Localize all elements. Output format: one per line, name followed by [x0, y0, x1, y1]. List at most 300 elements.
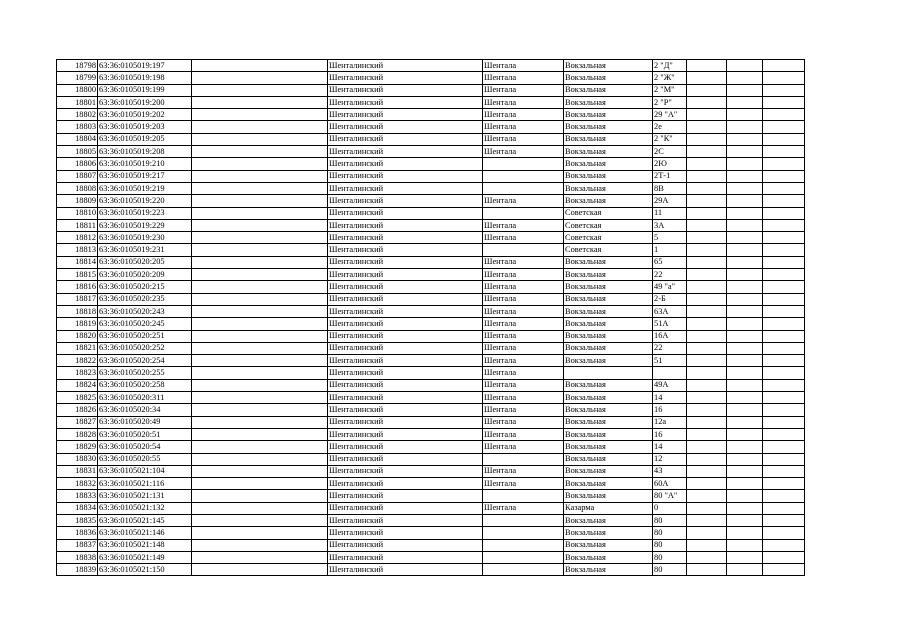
table-row — [57, 318, 805, 330]
house-number-cell: 11 — [653, 207, 687, 219]
district-cell: Шенталинский — [328, 232, 483, 244]
table-row — [57, 551, 805, 563]
street-cell: Вокзальная — [564, 60, 653, 72]
table-row — [57, 96, 805, 108]
row-number-cell: 18833 — [57, 490, 98, 502]
cadastral-number-cell: 63:36:0105020:235 — [98, 293, 192, 305]
house-number-cell: 16 — [653, 428, 687, 440]
street-cell: Вокзальная — [564, 490, 653, 502]
district-cell: Шенталинский — [328, 527, 483, 539]
extra-cell-1 — [687, 305, 727, 317]
district-cell: Шенталинский — [328, 256, 483, 268]
street-cell: Вокзальная — [564, 305, 653, 317]
extra-cell-3 — [763, 502, 805, 514]
cadastral-number-cell: 63:36:0105021:116 — [98, 478, 192, 490]
blank-cell — [192, 269, 328, 281]
extra-cell-3 — [763, 146, 805, 158]
street-cell: Вокзальная — [564, 514, 653, 526]
district-cell: Шенталинский — [328, 342, 483, 354]
extra-cell-1 — [687, 219, 727, 231]
table-row — [57, 367, 805, 379]
blank-cell — [192, 330, 328, 342]
extra-cell-1 — [687, 318, 727, 330]
street-cell: Вокзальная — [564, 158, 653, 170]
row-number-cell: 18829 — [57, 441, 98, 453]
extra-cell-3 — [763, 121, 805, 133]
extra-cell-1 — [687, 502, 727, 514]
row-number-cell: 18800 — [57, 84, 98, 96]
district-cell: Шенталинский — [328, 109, 483, 121]
house-number-cell: 1 — [653, 244, 687, 256]
blank-cell — [192, 539, 328, 551]
street-cell: Вокзальная — [564, 170, 653, 182]
blank-cell — [192, 182, 328, 194]
cadastral-number-cell: 63:36:0105020:215 — [98, 281, 192, 293]
extra-cell-1 — [687, 269, 727, 281]
extra-cell-3 — [763, 416, 805, 428]
street-cell: Вокзальная — [564, 121, 653, 133]
extra-cell-3 — [763, 514, 805, 526]
house-number-cell: 2 "К" — [653, 133, 687, 145]
blank-cell — [192, 404, 328, 416]
row-number-cell: 18818 — [57, 305, 98, 317]
locality-cell: Шентала — [483, 441, 564, 453]
blank-cell — [192, 416, 328, 428]
row-number-cell: 18839 — [57, 564, 98, 576]
extra-cell-2 — [727, 379, 763, 391]
district-cell: Шенталинский — [328, 269, 483, 281]
district-cell: Шенталинский — [328, 428, 483, 440]
row-number-cell: 18814 — [57, 256, 98, 268]
cadastral-number-cell: 63:36:0105020:49 — [98, 416, 192, 428]
house-number-cell: 60А — [653, 478, 687, 490]
house-number-cell: 29А — [653, 195, 687, 207]
extra-cell-2 — [727, 170, 763, 182]
cadastral-number-cell: 63:36:0105019:220 — [98, 195, 192, 207]
street-cell: Вокзальная — [564, 527, 653, 539]
district-cell: Шенталинский — [328, 293, 483, 305]
row-number-cell: 18808 — [57, 182, 98, 194]
extra-cell-1 — [687, 109, 727, 121]
blank-cell — [192, 195, 328, 207]
extra-cell-2 — [727, 502, 763, 514]
row-number-cell: 18801 — [57, 96, 98, 108]
row-number-cell: 18827 — [57, 416, 98, 428]
street-cell: Вокзальная — [564, 404, 653, 416]
house-number-cell: 80 — [653, 527, 687, 539]
district-cell: Шенталинский — [328, 195, 483, 207]
cadastral-number-cell: 63:36:0105021:146 — [98, 527, 192, 539]
district-cell: Шенталинский — [328, 133, 483, 145]
cadastral-number-cell: 63:36:0105020:209 — [98, 269, 192, 281]
district-cell: Шенталинский — [328, 207, 483, 219]
extra-cell-2 — [727, 121, 763, 133]
table-row — [57, 256, 805, 268]
extra-cell-3 — [763, 96, 805, 108]
extra-cell-1 — [687, 551, 727, 563]
blank-cell — [192, 207, 328, 219]
house-number-cell: 8В — [653, 182, 687, 194]
row-number-cell: 18811 — [57, 219, 98, 231]
extra-cell-3 — [763, 170, 805, 182]
row-number-cell: 18831 — [57, 465, 98, 477]
blank-cell — [192, 453, 328, 465]
extra-cell-1 — [687, 527, 727, 539]
blank-cell — [192, 514, 328, 526]
extra-cell-3 — [763, 133, 805, 145]
locality-cell: Шентала — [483, 219, 564, 231]
extra-cell-1 — [687, 416, 727, 428]
locality-cell: Шентала — [483, 465, 564, 477]
cadastral-number-cell: 63:36:0105019:202 — [98, 109, 192, 121]
extra-cell-2 — [727, 453, 763, 465]
house-number-cell: 14 — [653, 392, 687, 404]
extra-cell-1 — [687, 244, 727, 256]
extra-cell-3 — [763, 539, 805, 551]
extra-cell-2 — [727, 293, 763, 305]
extra-cell-2 — [727, 551, 763, 563]
table-row — [57, 478, 805, 490]
table-row — [57, 441, 805, 453]
district-cell: Шенталинский — [328, 355, 483, 367]
row-number-cell: 18823 — [57, 367, 98, 379]
street-cell: Вокзальная — [564, 84, 653, 96]
extra-cell-2 — [727, 182, 763, 194]
house-number-cell: 22 — [653, 342, 687, 354]
street-cell: Вокзальная — [564, 342, 653, 354]
cadastral-number-cell: 63:36:0105021:150 — [98, 564, 192, 576]
street-cell: Вокзальная — [564, 195, 653, 207]
cadastral-number-cell: 63:36:0105021:132 — [98, 502, 192, 514]
blank-cell — [192, 281, 328, 293]
locality-cell — [483, 170, 564, 182]
locality-cell — [483, 514, 564, 526]
district-cell: Шенталинский — [328, 539, 483, 551]
district-cell: Шенталинский — [328, 244, 483, 256]
extra-cell-3 — [763, 379, 805, 391]
cadastral-number-cell: 63:36:0105019:231 — [98, 244, 192, 256]
extra-cell-1 — [687, 392, 727, 404]
extra-cell-1 — [687, 490, 727, 502]
locality-cell: Шентала — [483, 256, 564, 268]
locality-cell: Шентала — [483, 109, 564, 121]
extra-cell-1 — [687, 281, 727, 293]
locality-cell: Шентала — [483, 392, 564, 404]
blank-cell — [192, 72, 328, 84]
locality-cell: Шентала — [483, 404, 564, 416]
table-row — [57, 564, 805, 576]
extra-cell-1 — [687, 207, 727, 219]
street-cell: Вокзальная — [564, 441, 653, 453]
house-number-cell: 80 — [653, 564, 687, 576]
extra-cell-1 — [687, 256, 727, 268]
blank-cell — [192, 318, 328, 330]
extra-cell-3 — [763, 269, 805, 281]
blank-cell — [192, 84, 328, 96]
cadastral-number-cell: 63:36:0105019:205 — [98, 133, 192, 145]
locality-cell: Шентала — [483, 293, 564, 305]
extra-cell-2 — [727, 428, 763, 440]
extra-cell-2 — [727, 330, 763, 342]
row-number-cell: 18815 — [57, 269, 98, 281]
locality-cell: Шентала — [483, 367, 564, 379]
blank-cell — [192, 60, 328, 72]
house-number-cell: 2е — [653, 121, 687, 133]
extra-cell-3 — [763, 318, 805, 330]
extra-cell-3 — [763, 392, 805, 404]
house-number-cell: 2 "Д" — [653, 60, 687, 72]
row-number-cell: 18825 — [57, 392, 98, 404]
blank-cell — [192, 564, 328, 576]
locality-cell — [483, 539, 564, 551]
blank-cell — [192, 158, 328, 170]
locality-cell: Шентала — [483, 195, 564, 207]
street-cell: Вокзальная — [564, 428, 653, 440]
row-number-cell: 18835 — [57, 514, 98, 526]
table-row — [57, 121, 805, 133]
street-cell: Вокзальная — [564, 478, 653, 490]
extra-cell-1 — [687, 170, 727, 182]
extra-cell-3 — [763, 465, 805, 477]
street-cell: Советская — [564, 219, 653, 231]
extra-cell-3 — [763, 330, 805, 342]
cadastral-number-cell: 63:36:0105019:223 — [98, 207, 192, 219]
cadastral-number-cell: 63:36:0105020:55 — [98, 453, 192, 465]
blank-cell — [192, 379, 328, 391]
extra-cell-3 — [763, 158, 805, 170]
district-cell: Шенталинский — [328, 502, 483, 514]
district-cell: Шенталинский — [328, 305, 483, 317]
extra-cell-2 — [727, 355, 763, 367]
house-number-cell: 3А — [653, 219, 687, 231]
district-cell: Шенталинский — [328, 564, 483, 576]
house-number-cell — [653, 367, 687, 379]
district-cell: Шенталинский — [328, 318, 483, 330]
street-cell: Вокзальная — [564, 182, 653, 194]
row-number-cell: 18798 — [57, 60, 98, 72]
extra-cell-2 — [727, 244, 763, 256]
extra-cell-2 — [727, 281, 763, 293]
locality-cell: Шентала — [483, 502, 564, 514]
district-cell: Шенталинский — [328, 121, 483, 133]
table-row — [57, 539, 805, 551]
row-number-cell: 18820 — [57, 330, 98, 342]
table-row — [57, 527, 805, 539]
extra-cell-1 — [687, 133, 727, 145]
locality-cell — [483, 551, 564, 563]
house-number-cell: 49 "а" — [653, 281, 687, 293]
extra-cell-1 — [687, 232, 727, 244]
district-cell: Шенталинский — [328, 219, 483, 231]
extra-cell-1 — [687, 478, 727, 490]
street-cell: Вокзальная — [564, 133, 653, 145]
blank-cell — [192, 465, 328, 477]
cadastral-number-cell: 63:36:0105019:230 — [98, 232, 192, 244]
locality-cell — [483, 244, 564, 256]
extra-cell-2 — [727, 158, 763, 170]
extra-cell-3 — [763, 564, 805, 576]
street-cell: Вокзальная — [564, 318, 653, 330]
street-cell: Вокзальная — [564, 392, 653, 404]
table-row — [57, 404, 805, 416]
house-number-cell: 14 — [653, 441, 687, 453]
table-row — [57, 392, 805, 404]
cadastral-number-cell: 63:36:0105019:197 — [98, 60, 192, 72]
district-cell: Шенталинский — [328, 453, 483, 465]
row-number-cell: 18816 — [57, 281, 98, 293]
cadastral-number-cell: 63:36:0105019:203 — [98, 121, 192, 133]
locality-cell — [483, 490, 564, 502]
extra-cell-1 — [687, 404, 727, 416]
extra-cell-2 — [727, 146, 763, 158]
district-cell: Шенталинский — [328, 158, 483, 170]
extra-cell-3 — [763, 404, 805, 416]
extra-cell-1 — [687, 367, 727, 379]
table-row — [57, 355, 805, 367]
extra-cell-2 — [727, 96, 763, 108]
cadastral-number-cell: 63:36:0105019:219 — [98, 182, 192, 194]
extra-cell-3 — [763, 428, 805, 440]
district-cell: Шенталинский — [328, 514, 483, 526]
row-number-cell: 18832 — [57, 478, 98, 490]
district-cell: Шенталинский — [328, 392, 483, 404]
table-row — [57, 379, 805, 391]
cadastral-number-cell: 63:36:0105019:208 — [98, 146, 192, 158]
table-row — [57, 502, 805, 514]
cadastral-number-cell: 63:36:0105019:210 — [98, 158, 192, 170]
extra-cell-2 — [727, 441, 763, 453]
cadastral-number-cell: 63:36:0105020:251 — [98, 330, 192, 342]
district-cell: Шенталинский — [328, 60, 483, 72]
row-number-cell: 18804 — [57, 133, 98, 145]
house-number-cell: 51А — [653, 318, 687, 330]
street-cell: Вокзальная — [564, 379, 653, 391]
blank-cell — [192, 490, 328, 502]
row-number-cell: 18830 — [57, 453, 98, 465]
blank-cell — [192, 342, 328, 354]
row-number-cell: 18806 — [57, 158, 98, 170]
row-number-cell: 18824 — [57, 379, 98, 391]
extra-cell-2 — [727, 60, 763, 72]
blank-cell — [192, 478, 328, 490]
street-cell: Советская — [564, 207, 653, 219]
locality-cell: Шентала — [483, 379, 564, 391]
extra-cell-1 — [687, 342, 727, 354]
extra-cell-2 — [727, 207, 763, 219]
house-number-cell: 2Ю — [653, 158, 687, 170]
row-number-cell: 18807 — [57, 170, 98, 182]
extra-cell-1 — [687, 539, 727, 551]
street-cell: Вокзальная — [564, 96, 653, 108]
table-row — [57, 158, 805, 170]
blank-cell — [192, 109, 328, 121]
table-row — [57, 428, 805, 440]
blank-cell — [192, 96, 328, 108]
house-number-cell: 0 — [653, 502, 687, 514]
locality-cell: Шентала — [483, 72, 564, 84]
row-number-cell: 18805 — [57, 146, 98, 158]
extra-cell-3 — [763, 232, 805, 244]
extra-cell-3 — [763, 72, 805, 84]
district-cell: Шенталинский — [328, 330, 483, 342]
locality-cell: Шентала — [483, 318, 564, 330]
street-cell: Вокзальная — [564, 330, 653, 342]
street-cell: Вокзальная — [564, 551, 653, 563]
house-number-cell: 2 "Р" — [653, 96, 687, 108]
district-cell: Шенталинский — [328, 146, 483, 158]
district-cell: Шенталинский — [328, 182, 483, 194]
house-number-cell: 16А — [653, 330, 687, 342]
table-row — [57, 182, 805, 194]
house-number-cell: 51 — [653, 355, 687, 367]
blank-cell — [192, 441, 328, 453]
table-row — [57, 170, 805, 182]
table-row — [57, 146, 805, 158]
house-number-cell: 12а — [653, 416, 687, 428]
district-cell: Шенталинский — [328, 72, 483, 84]
street-cell — [564, 367, 653, 379]
locality-cell — [483, 527, 564, 539]
cadastral-number-cell: 63:36:0105020:258 — [98, 379, 192, 391]
street-cell: Вокзальная — [564, 453, 653, 465]
table-row — [57, 60, 805, 72]
table-row — [57, 195, 805, 207]
extra-cell-2 — [727, 269, 763, 281]
house-number-cell: 12 — [653, 453, 687, 465]
extra-cell-2 — [727, 527, 763, 539]
street-cell: Вокзальная — [564, 416, 653, 428]
table-row — [57, 232, 805, 244]
locality-cell: Шентала — [483, 305, 564, 317]
row-number-cell: 18837 — [57, 539, 98, 551]
locality-cell: Шентала — [483, 232, 564, 244]
extra-cell-3 — [763, 60, 805, 72]
street-cell: Вокзальная — [564, 564, 653, 576]
extra-cell-3 — [763, 453, 805, 465]
extra-cell-3 — [763, 367, 805, 379]
cadastral-number-cell: 63:36:0105020:252 — [98, 342, 192, 354]
house-number-cell: 80 — [653, 551, 687, 563]
blank-cell — [192, 293, 328, 305]
street-cell: Вокзальная — [564, 281, 653, 293]
extra-cell-1 — [687, 441, 727, 453]
extra-cell-3 — [763, 293, 805, 305]
table-row — [57, 219, 805, 231]
blank-cell — [192, 428, 328, 440]
house-number-cell: 2 "М" — [653, 84, 687, 96]
cadastral-number-cell: 63:36:0105019:217 — [98, 170, 192, 182]
cadastral-number-cell: 63:36:0105019:229 — [98, 219, 192, 231]
extra-cell-2 — [727, 72, 763, 84]
table-row — [57, 207, 805, 219]
locality-cell: Шентала — [483, 281, 564, 293]
extra-cell-2 — [727, 219, 763, 231]
extra-cell-3 — [763, 182, 805, 194]
blank-cell — [192, 232, 328, 244]
street-cell: Вокзальная — [564, 146, 653, 158]
extra-cell-1 — [687, 182, 727, 194]
locality-cell: Шентала — [483, 96, 564, 108]
extra-cell-3 — [763, 84, 805, 96]
locality-cell — [483, 453, 564, 465]
district-cell: Шенталинский — [328, 379, 483, 391]
extra-cell-1 — [687, 195, 727, 207]
locality-cell: Шентала — [483, 269, 564, 281]
extra-cell-1 — [687, 96, 727, 108]
extra-cell-1 — [687, 293, 727, 305]
street-cell: Вокзальная — [564, 293, 653, 305]
cadastral-number-cell: 63:36:0105020:205 — [98, 256, 192, 268]
